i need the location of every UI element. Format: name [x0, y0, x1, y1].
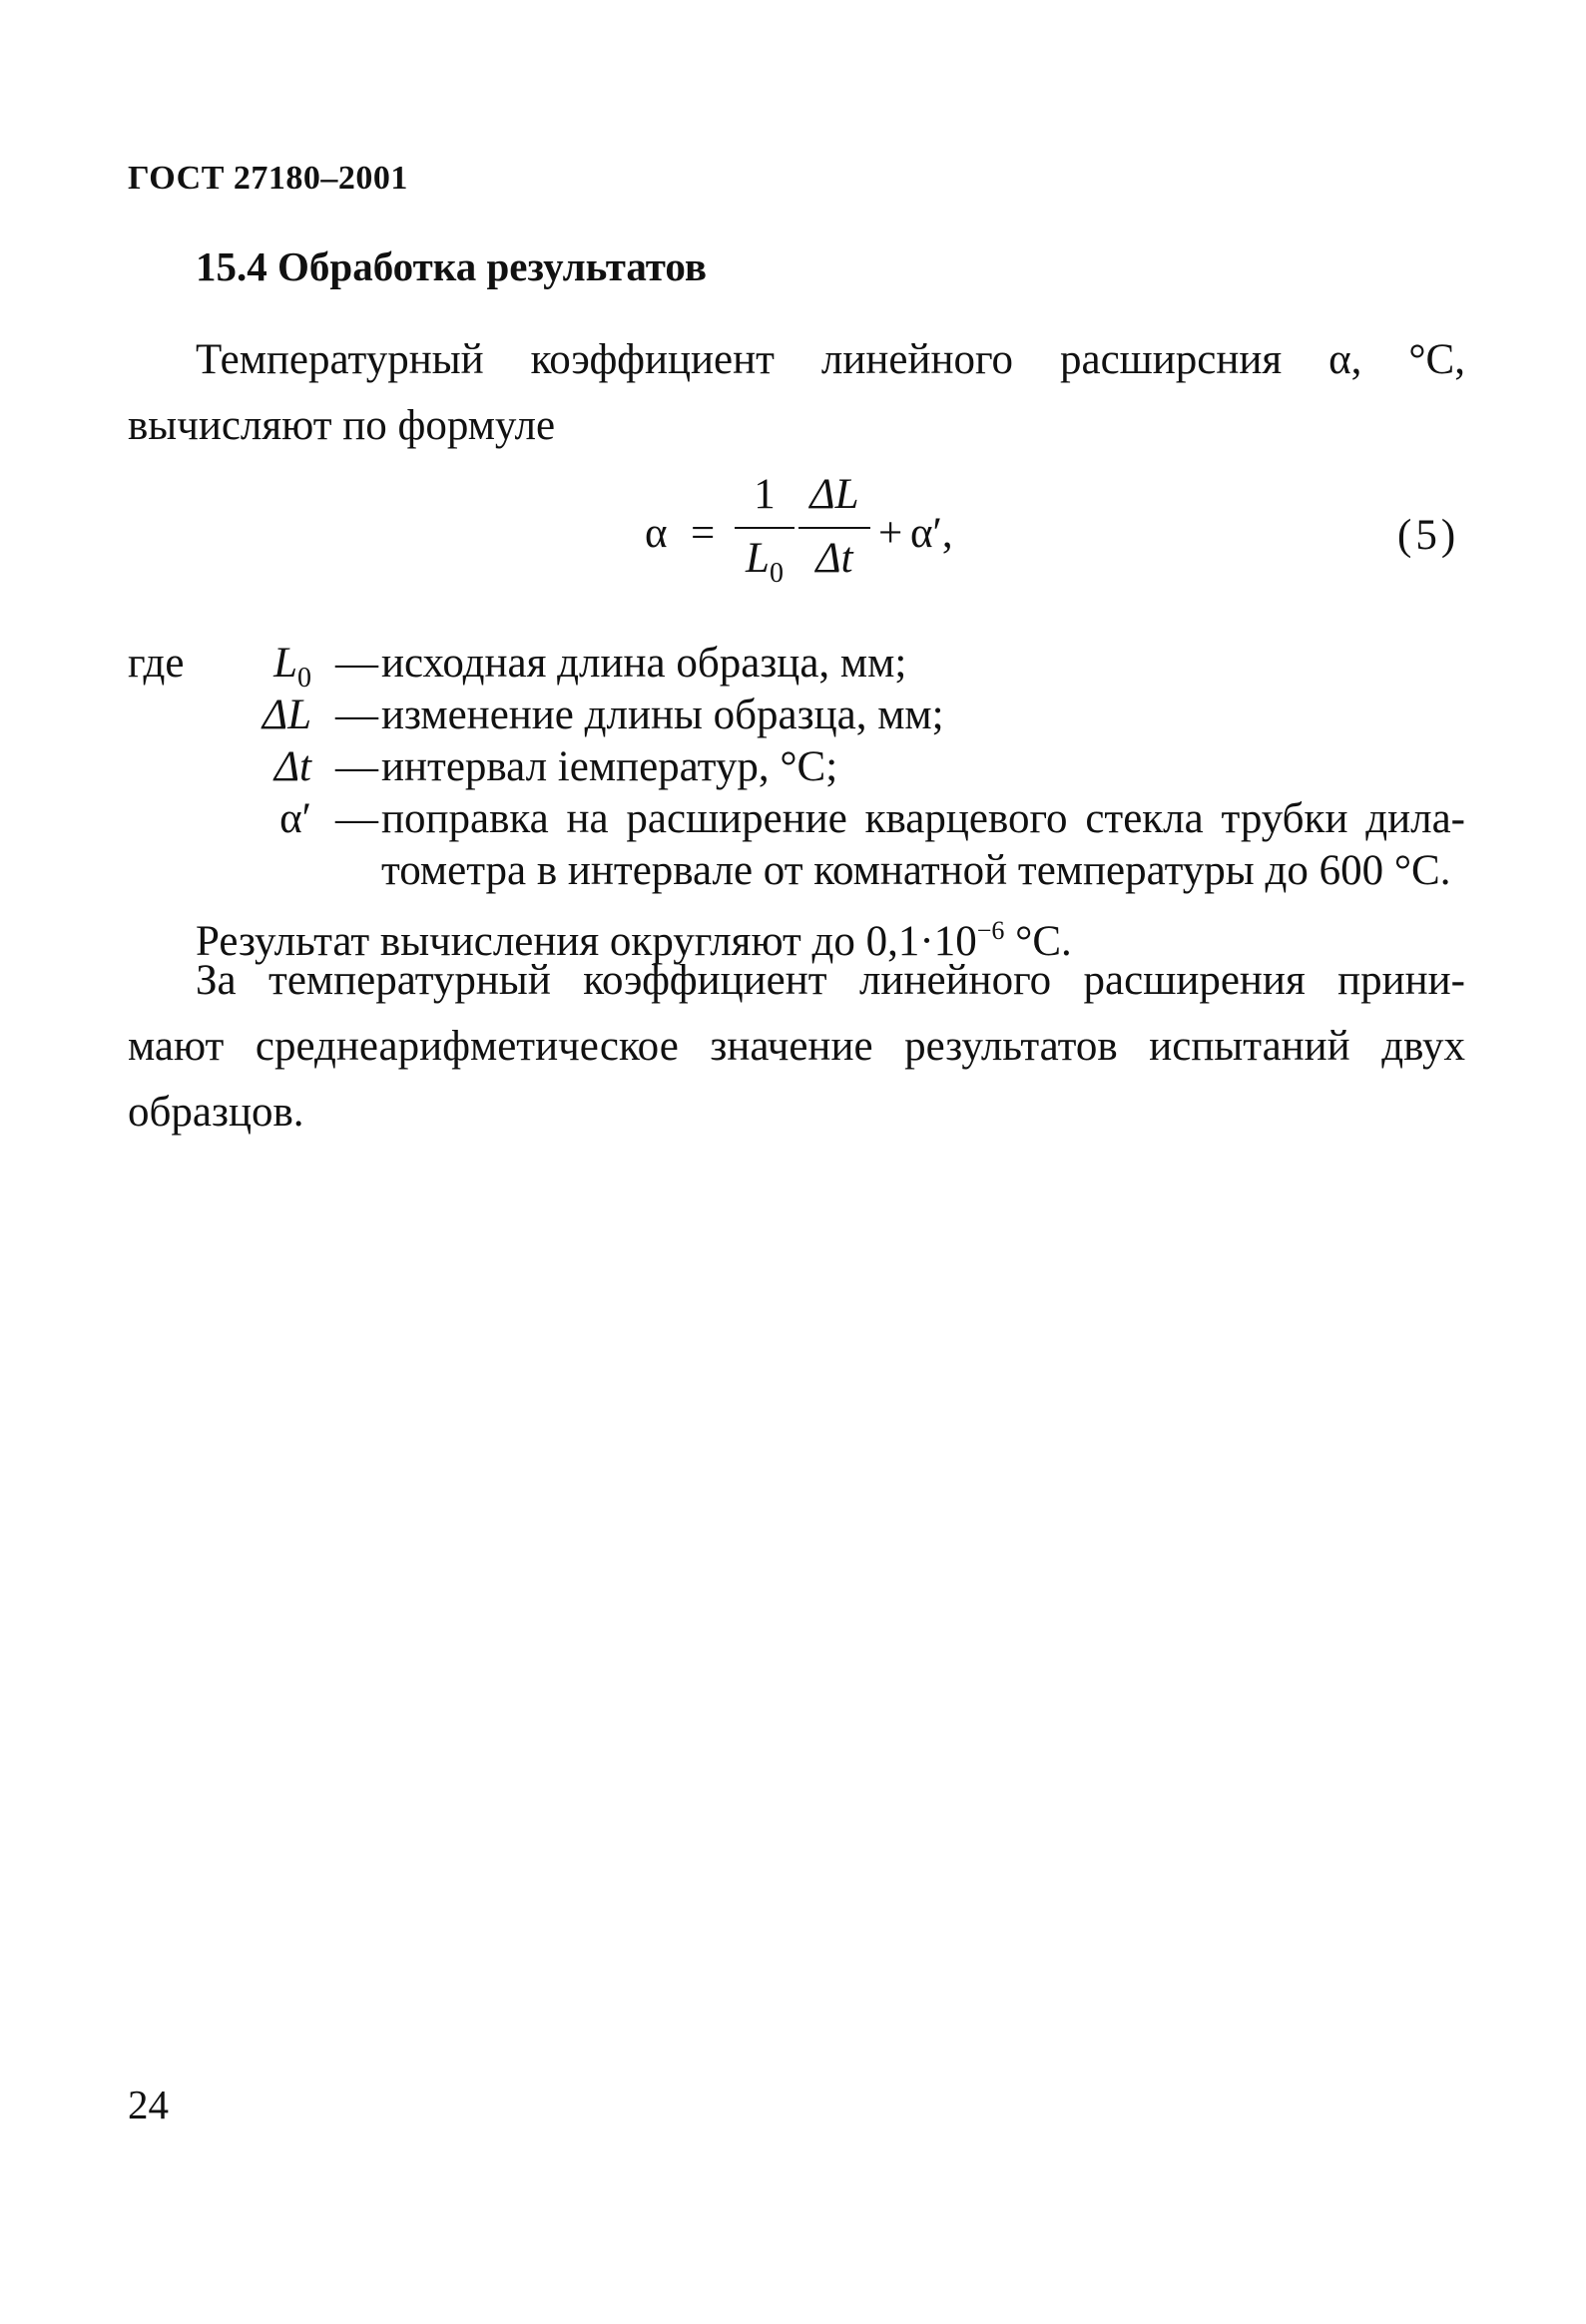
fraction-1-numerator: 1: [754, 471, 776, 518]
conclusion-paragraph: [128, 948, 1465, 1146]
where-text: интервал іемператур, °С;: [381, 743, 838, 790]
document-code: ГОСТ 27180–2001: [128, 160, 408, 197]
section-title: 15.4 Обработка результатов: [196, 243, 708, 289]
intro-line-2: вычисляют по формуле: [128, 402, 556, 449]
conclusion-line-1: За температурный коэффициент линейного расширения прини-: [196, 957, 1465, 1004]
where-dash: —: [335, 795, 378, 842]
where-text: изменение длины образца, мм;: [381, 692, 944, 738]
fraction-1-denominator: [735, 529, 794, 589]
where-lead: где: [128, 640, 185, 687]
formula: [639, 469, 978, 599]
where-dash: —: [335, 743, 378, 790]
page-number: 24: [128, 2082, 169, 2127]
fraction-2-denominator: Δt: [815, 535, 853, 582]
where-symbol: [212, 639, 311, 695]
where-symbol: [212, 794, 311, 843]
where-dash: —: [335, 692, 378, 738]
equation-number: (5): [1397, 512, 1460, 559]
where-symbol-var: Δt: [273, 743, 311, 790]
where-dash: —: [335, 640, 378, 687]
result-unit: °С.: [1004, 918, 1072, 965]
result-exponent: −6: [976, 916, 1005, 945]
formula-lhs: α: [645, 510, 668, 557]
conclusion-line-2: мают среднеарифметическое значение результатов испытаний двух: [128, 1023, 1465, 1070]
fraction-1: [735, 469, 794, 589]
where-symbol-var: L: [273, 640, 297, 687]
intro-line-1: Температурный коэффициент линейного расширсния α, °С,: [196, 336, 1465, 383]
formula-equals: =: [691, 510, 716, 557]
where-symbol: [212, 691, 311, 739]
result-text: Результат вычисления округляют до 0,1·10: [196, 918, 977, 965]
fraction-2-numerator: ΔL: [809, 471, 859, 518]
where-text: поправка на расширение кварцевого стекла трубки дила-: [381, 795, 1465, 842]
where-item: [128, 794, 1465, 850]
fraction-2: [798, 469, 870, 585]
formula-plus: +: [878, 510, 903, 557]
formula-correction: α′,: [910, 510, 953, 557]
where-text: исходная длина образца, мм;: [381, 640, 907, 687]
where-text-continuation: тометра в интервале от комнатной температуры до 600 °С.: [381, 847, 1451, 894]
where-item: [128, 639, 1465, 695]
where-symbol-var: α′: [279, 795, 311, 842]
where-item: [128, 742, 1465, 798]
intro-paragraph: [128, 327, 1465, 459]
fraction-1-den-var: L: [746, 535, 770, 582]
conclusion-line-3: образцов.: [128, 1089, 304, 1136]
where-symbol: [212, 742, 311, 791]
where-symbol-var: ΔL: [262, 692, 311, 738]
fraction-1-den-sub: 0: [769, 558, 784, 589]
where-symbol-sub: 0: [297, 663, 311, 694]
where-item-continuation: [128, 846, 1465, 902]
where-item: [128, 691, 1465, 746]
